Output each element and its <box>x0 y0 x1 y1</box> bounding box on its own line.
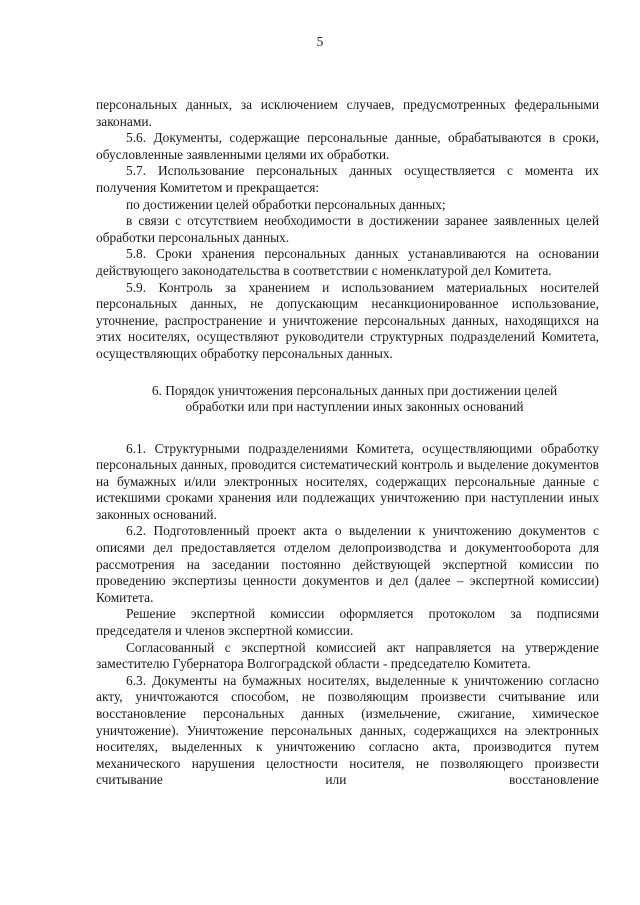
bottom-paragraphs <box>96 441 599 789</box>
paragraph: Согласованный с экспертной комиссией акт направляется на утверждение заместителю Губернатора Волгоградской области - председателю Комитета. <box>96 639 599 672</box>
top-paragraphs <box>96 97 599 363</box>
paragraph: 6.3. Документы на бумажных носителях, выделенные к уничтожению согласно акту, уничтожаются способом, не позволяющим произвести считывание или восстановление персональных данных (измельчение, сжигание, химическое уничтожение). Уничтожение персональных данных, содержащихся на электронных носителях, выделенных к уничтожению согласно акта, производится путем механического нарушения целостности носителя, не позволяющего произвести считывание или восстановление <box>96 672 599 788</box>
paragraph: 5.7. Использование персональных данных осуществляется с момента их получения Комитетом и прекращается: <box>96 163 599 195</box>
paragraph: 5.8. Сроки хранения персональных данных устанавливаются на основании действующего законодательства в соответствии с номенклатурой дел Комитета. <box>96 246 599 278</box>
paragraph: в связи с отсутствием необходимости в достижении заранее заявленных целей обработки персональных данных. <box>96 213 599 245</box>
paragraph: персональных данных, за исключением случаев, предусмотренных федеральными законами. <box>96 97 599 129</box>
paragraph: Решение экспертной комиссии оформляется протоколом за подписями председателя и членов экспертной комиссии. <box>96 606 599 639</box>
paragraph: 6.1. Структурными подразделениями Комитета, осуществляющими обработку персональных данных, проводится систематический контроль и выделение документов на бумажных и/или электронных носителях, содержащих персональные данные с истекшими сроками хранения или подлежащих уничтожению при наступлении иных законных оснований. <box>96 440 599 522</box>
paragraph: 5.6. Документы, содержащие персональные данные, обрабатываются в сроки, обусловленные заявленными целями их обработки. <box>96 130 599 162</box>
document-body <box>96 97 599 789</box>
paragraph: 6.2. Подготовленный проект акта о выделении к уничтожению документов с описями дел предоставляется отделом делопроизводства и документооборота для рассмотрения на заседании постоянно действующей экспертной комиссии по проведению экспертизы ценности документов и дел (далее – экспертной комиссии) Комитета. <box>96 523 599 605</box>
section-heading: 6. Порядок уничтожения персональных данных при достижении целей обработки или при наступлении иных законных оснований <box>151 382 558 414</box>
page-number: 5 <box>316 34 324 49</box>
paragraph: 5.9. Контроль за хранением и использованием материальных носителей персональных данных, не допускающим несанкционированное использование, уточнение, распространение и уничтожение персональных данных, находящихся на этих носителях, осуществляют руководители структурных подразделений Комитета, осуществляющих обработку персональных данных. <box>96 279 599 361</box>
paragraph: по достижении целей обработки персональных данных; <box>126 196 446 212</box>
